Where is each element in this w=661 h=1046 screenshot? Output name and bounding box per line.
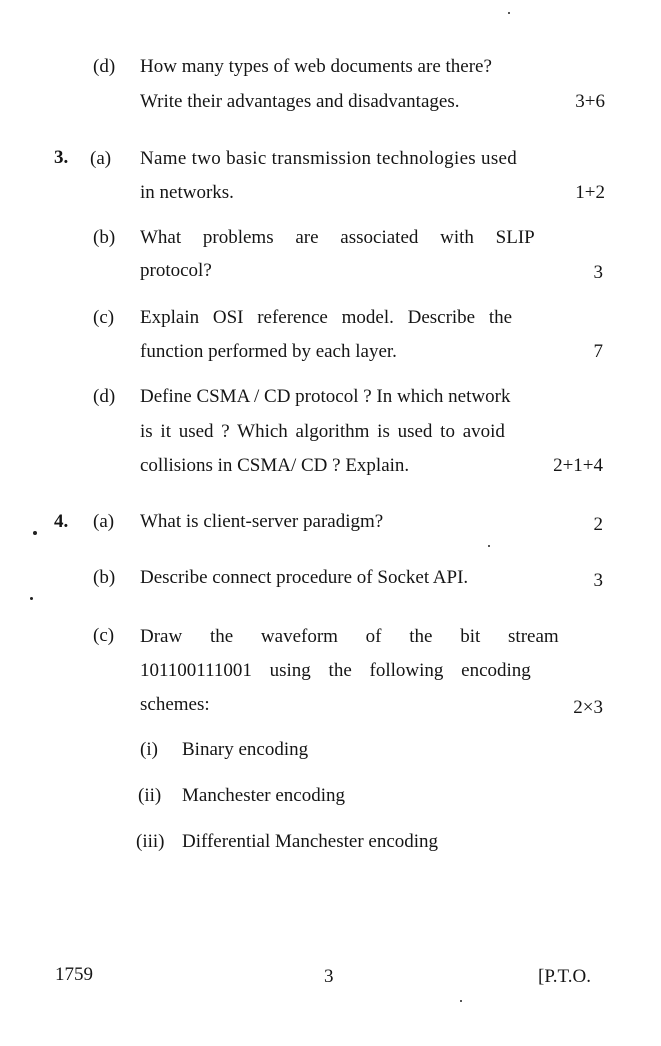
q3-d-line1: Define CSMA / CD protocol ? In which network — [140, 386, 511, 407]
scan-speck — [508, 12, 510, 14]
q4-c-line3: schemes: — [140, 694, 210, 715]
q4-c-item-ii-label: (ii) — [138, 785, 162, 806]
q4-c-item-iii-label: (iii) — [136, 831, 165, 852]
q3-b-label: (b) — [93, 227, 116, 248]
q2-d-marks: 3+6 — [575, 91, 605, 112]
q3-d-label: (d) — [93, 386, 116, 407]
q3-a-line2: in networks. — [140, 182, 234, 203]
q4-c-item-ii-text: Manchester encoding — [182, 785, 346, 806]
q3-c-label: (c) — [93, 307, 115, 328]
q4-c-line1: Draw the waveform of the bit stream — [140, 626, 559, 647]
q3-d-marks: 2+1+4 — [553, 455, 603, 476]
q4-c-marks: 2×3 — [573, 697, 603, 718]
q3-b-line2: protocol? — [140, 260, 212, 281]
q4-c-line2: 101100111001 using the following encoding — [140, 660, 531, 681]
q3-b-marks: 3 — [593, 262, 603, 283]
q3-c-line2: function performed by each layer. — [140, 341, 397, 362]
q2-d-label: (d) — [93, 56, 116, 77]
q3-a-line1: Name two basic transmission technologies used — [140, 148, 518, 169]
q3-d-line3: collisions in CSMA/ CD ? Explain. — [140, 455, 410, 476]
scan-speck — [30, 597, 33, 600]
q4-c-item-i-text: Binary encoding — [182, 739, 309, 760]
q2-d-line2: Write their advantages and disadvantages. — [140, 91, 460, 112]
q3-c-marks: 7 — [593, 341, 603, 362]
scan-speck — [488, 545, 490, 547]
q3-a-marks: 1+2 — [575, 182, 605, 203]
q4-number: 4. — [54, 511, 69, 532]
footer-page-number: 3 — [324, 966, 334, 987]
q4-b-marks: 3 — [593, 570, 603, 591]
q3-c-line1: Explain OSI reference model. Describe the — [140, 307, 513, 328]
q4-c-item-iii-text: Differential Manchester encoding — [182, 831, 439, 852]
q4-a-label: (a) — [93, 511, 115, 532]
q4-a-marks: 2 — [593, 514, 603, 535]
q3-d-line2: is it used ? Which algorithm is used to avoid — [140, 421, 505, 442]
q3-number: 3. — [54, 147, 69, 168]
scan-speck — [33, 531, 37, 535]
q3-b-line1: What problems are associated with SLIP — [140, 227, 535, 248]
q4-c-label: (c) — [93, 625, 115, 646]
scan-speck — [460, 1000, 462, 1002]
footer-paper-code: 1759 — [55, 964, 93, 985]
q4-b-label: (b) — [93, 567, 116, 588]
q4-c-item-i-label: (i) — [140, 739, 158, 760]
q4-b-line1: Describe connect procedure of Socket API. — [140, 567, 469, 588]
q4-a-line1: What is client-server paradigm? — [140, 511, 384, 532]
q3-a-label: (a) — [90, 148, 112, 169]
q2-d-line1: How many types of web documents are there? — [140, 56, 492, 77]
footer-pto: [P.T.O. — [538, 966, 591, 987]
